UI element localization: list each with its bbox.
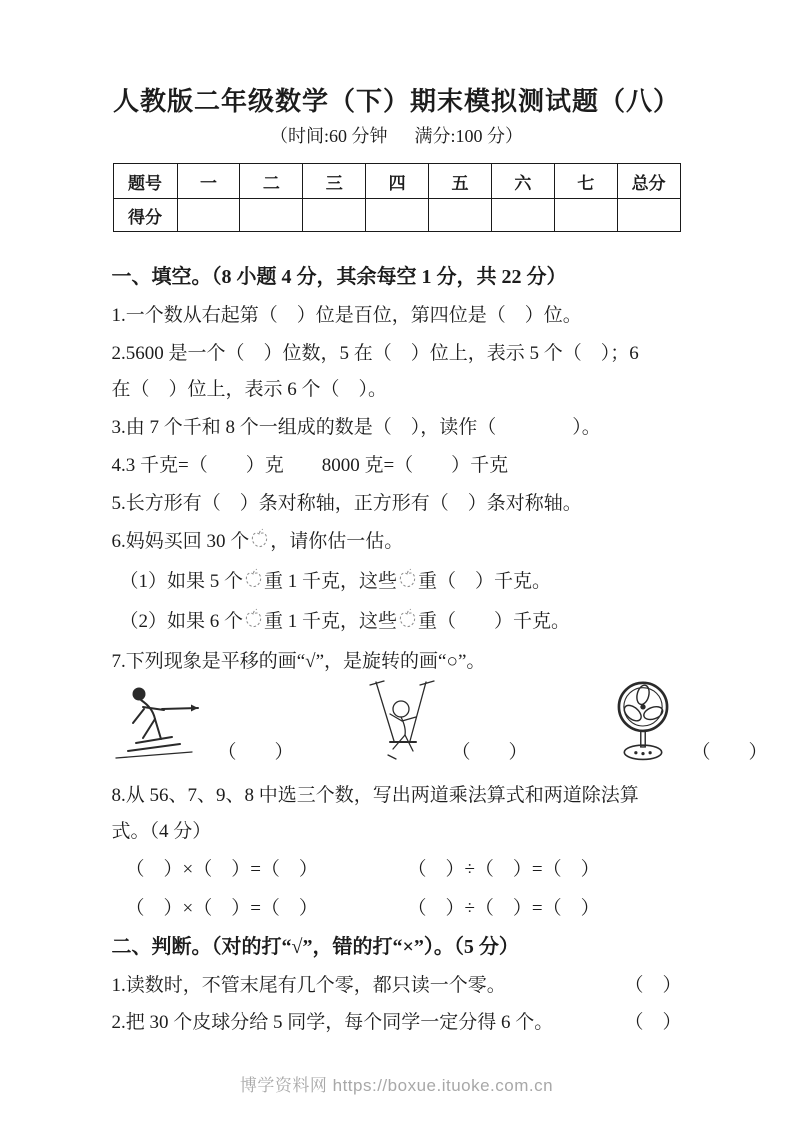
score-cell (366, 199, 429, 232)
figure-group-swing (360, 679, 528, 768)
question-6-sub1-pre: （1）如果 5 个 (119, 571, 244, 592)
skier-image (112, 683, 208, 768)
apple-icon (398, 608, 417, 637)
question-6-intro-post: ，请你估一估。 (270, 531, 404, 552)
answer-bracket: （ ） (691, 742, 768, 763)
score-table-header-cell: 总分 (617, 164, 680, 199)
score-cell (429, 199, 492, 232)
score-table-header-cell: 六 (491, 164, 554, 199)
question-6-sub2-pre: （2）如果 6 个 (119, 611, 244, 632)
apple-icon (398, 568, 417, 597)
judge-item-2 (112, 1009, 682, 1036)
answer-bracket: （ ） (624, 975, 682, 996)
question-6-intro (112, 528, 682, 557)
question-7-figures (112, 686, 768, 768)
question-6-intro-pre: 6.妈妈买回 30 个 (111, 531, 250, 552)
question-2-line2: 在（ ）位上，表示 6 个（ ）。 (111, 379, 388, 400)
score-table-header-cell: 一 (177, 164, 240, 199)
judge-item-1 (112, 972, 682, 999)
score-table-header-row (113, 164, 680, 199)
equation-row-1 (112, 856, 682, 883)
score-cell (554, 199, 617, 232)
multiplication-equation-1: （ ）×（ ）=（ ） (125, 859, 318, 880)
judge-item-1-text: 1.读数时，不管末尾有几个零，都只读一个零。 (111, 975, 506, 996)
division-equation-2: （ ）÷（ ）=（ ） (407, 898, 600, 919)
watermark: 博学资料网 https://boxue.ituoke.com.cn (239, 1076, 554, 1095)
page-subtitle: （时间:60 分钟 满分:100 分） (269, 126, 523, 146)
apple-icon (250, 528, 269, 557)
figure-group-fan (604, 681, 768, 768)
question-6-sub1-mid: 重 1 千克，这些 (264, 571, 398, 592)
section1-heading: 一、填空。（8 小题 4 分，其余每空 1 分，共 22 分） (111, 266, 567, 288)
judge-item-2-text: 2.把 30 个皮球分给 5 同学，每个同学一定分得 6 个。 (111, 1012, 554, 1033)
section2-heading: 二、判断。（对的打“√”，错的打“×”）。（5 分） (111, 936, 519, 958)
question-6-sub2 (120, 608, 682, 637)
figure-group-skier (112, 683, 294, 768)
electric-fan-image (604, 681, 682, 768)
score-table (113, 163, 681, 232)
score-cell (177, 199, 240, 232)
question-6-sub1 (120, 568, 682, 597)
score-cell (240, 199, 303, 232)
score-table-header-cell: 二 (240, 164, 303, 199)
score-row-label: 得分 (113, 199, 177, 232)
question-8-line2: 式。（4 分） (111, 821, 212, 842)
question-1: 1.一个数从右起第（ ）位是百位，第四位是（ ）位。 (111, 305, 582, 326)
answer-bracket: （ ） (217, 742, 294, 763)
score-table-header-cell: 七 (554, 164, 617, 199)
question-6-sub1-post: 重（ ）千克。 (418, 571, 552, 592)
paper-content (111, 264, 768, 1036)
score-table-header-cell: 五 (429, 164, 492, 199)
score-table-header-cell: 四 (366, 164, 429, 199)
apple-icon (244, 608, 263, 637)
question-4: 4.3 千克=（ ）克 8000 克=（ ）千克 (111, 455, 509, 476)
page-title: 人教版二年级数学（下）期末模拟测试题（八） (112, 87, 680, 116)
question-6-sub2-mid: 重 1 千克，这些 (264, 611, 398, 632)
equation-row-2 (112, 895, 682, 922)
score-table-score-row (113, 199, 680, 232)
answer-bracket: （ ） (451, 742, 528, 763)
question-2-line1: 2.5600 是一个（ ）位数，5 在（ ）位上，表示 5 个（ ）；6 (111, 343, 639, 364)
question-6-sub2-post: 重（ ）千克。 (418, 611, 571, 632)
score-table-header-cell: 题号 (113, 164, 177, 199)
question-5: 5.长方形有（ ）条对称轴，正方形有（ ）条对称轴。 (111, 493, 582, 514)
score-cell (303, 199, 366, 232)
question-3: 3.由 7 个千和 8 个一组成的数是（ ），读作（ ）。 (111, 417, 601, 438)
question-8-line1: 8.从 56、7、9、8 中选三个数，写出两道乘法算式和两道除法算 (111, 785, 639, 806)
question-7-text: 7.下列现象是平移的画“√”，是旋转的画“○”。 (111, 651, 486, 672)
score-cell (617, 199, 680, 232)
score-cell (491, 199, 554, 232)
division-equation-1: （ ）÷（ ）=（ ） (407, 859, 600, 880)
score-table-header-cell: 三 (303, 164, 366, 199)
answer-bracket: （ ） (624, 1012, 682, 1033)
apple-icon (244, 568, 263, 597)
multiplication-equation-2: （ ）×（ ）=（ ） (125, 898, 318, 919)
swing-child-image (360, 679, 442, 768)
